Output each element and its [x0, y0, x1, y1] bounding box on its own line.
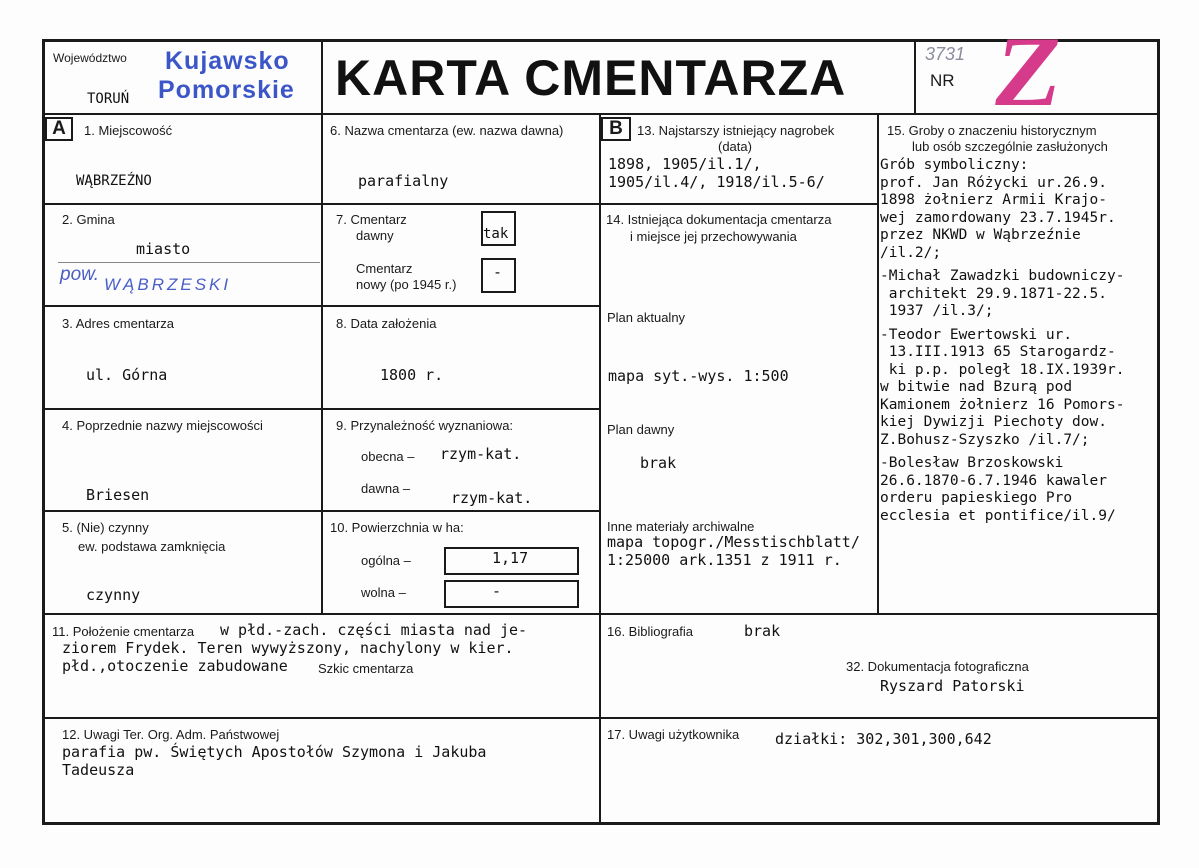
- field-15-line: -Teodor Ewertowski ur.: [880, 326, 1073, 343]
- field-2-handwritten-name: WĄBRZESKI: [104, 275, 232, 294]
- divider: [42, 510, 600, 512]
- card-number-handwritten: 3731: [925, 44, 966, 64]
- field-1-label: 1. Miejscowość: [84, 123, 173, 138]
- field-4-value: Briesen: [86, 486, 150, 504]
- field-12-value-line2: Tadeusza: [62, 761, 135, 779]
- field-15-line: kiej Dywizji Piechoty dow.: [880, 414, 1107, 430]
- field-14-old-plan-label: Plan dawny: [607, 422, 675, 437]
- field-6-label: 6. Nazwa cmentarza (ew. nazwa dawna): [330, 123, 564, 138]
- field-11-value-line2: ziorem Frydek. Teren wywyższony, nachylony w kier.: [62, 639, 514, 657]
- field-7-new-label-line1: Cmentarz: [356, 261, 413, 276]
- field-10-free-value: -: [492, 582, 502, 600]
- field-9-former-label: dawna –: [361, 481, 411, 496]
- divider: [321, 39, 323, 614]
- field-15-line: -Michał Zawadzki budowniczy-: [880, 268, 1125, 284]
- divider: [42, 203, 600, 205]
- field-8-label: 8. Data założenia: [336, 316, 437, 331]
- divider: [877, 113, 879, 615]
- field-5-label-line1: 5. (Nie) czynny: [62, 520, 149, 535]
- section-b-label: B: [601, 117, 631, 141]
- field-9-former-value: rzym-kat.: [451, 489, 533, 507]
- field-15-label-line1: 15. Groby o znaczeniu historycznym: [887, 123, 1097, 138]
- divider: [42, 305, 600, 307]
- field-11-value-line1: w płd.-zach. części miasta nad je-: [220, 621, 528, 639]
- field-2-label: 2. Gmina: [62, 212, 115, 227]
- voivodeship-stamp-line2: Pomorskie: [158, 76, 295, 104]
- field-14-other-label: Inne materiały archiwalne: [607, 519, 755, 534]
- field-15-line: 26.6.1870-6.7.1946 kawaler: [880, 472, 1107, 489]
- outer-border-top: [42, 39, 1160, 42]
- section-a-label: A: [45, 117, 73, 141]
- field-32-value: Ryszard Patorski: [880, 677, 1025, 695]
- field-10-free-box: [444, 580, 579, 608]
- field-7-new-label-line2: nowy (po 1945 r.): [356, 277, 457, 292]
- field-15-line: wej zamordowany 23.7.1945r.: [880, 209, 1116, 226]
- field-15-line: Z.Bohusz-Szyszko /il.7/;: [880, 431, 1090, 448]
- field-5-value: czynny: [86, 586, 141, 604]
- city-label: TORUŃ: [87, 91, 130, 107]
- voivodeship-label: Województwo: [53, 51, 127, 65]
- field-15-line: -Bolesław Brzoskowski: [880, 455, 1064, 471]
- field-7-old-cemetery-value: tak: [483, 226, 509, 242]
- field-10-free-label: wolna –: [361, 585, 406, 600]
- field-14-current-plan-label: Plan aktualny: [607, 310, 686, 325]
- field-13-label-line2: (data): [718, 139, 752, 154]
- voivodeship-stamp-line1: Kujawsko: [165, 47, 290, 75]
- field-15-line: architekt 29.9.1871-22.5.: [880, 285, 1107, 302]
- field-16-label: 16. Bibliografia: [607, 624, 693, 639]
- divider: [42, 613, 1160, 615]
- field-9-label: 9. Przynależność wyznaniowa:: [336, 418, 514, 433]
- field-14-label-line1: 14. Istniejąca dokumentacja cmentarza: [606, 212, 832, 227]
- field-13-label-line1: 13. Najstarszy istniejący nagrobek: [637, 123, 835, 138]
- field-13-value-line2: 1905/il.4/, 1918/il.5-6/: [608, 173, 825, 191]
- divider: [42, 408, 600, 410]
- field-15-line: /il.2/;: [880, 244, 942, 261]
- field-15-line: 1898 żołnierz Armii Krajo-: [880, 192, 1107, 208]
- field-8-value: 1800 r.: [380, 366, 444, 384]
- field-11-value-line3: płd.,otoczenie zabudowane: [62, 657, 288, 675]
- field-9-current-value: rzym-kat.: [440, 445, 522, 463]
- field-10-total-label: ogólna –: [361, 553, 411, 568]
- field-14-current-plan-value: mapa syt.-wys. 1:500: [608, 367, 789, 385]
- field-12-value-line1: parafia pw. Świętych Apostołów Szymona i Jakuba: [62, 743, 487, 761]
- field-2-handwritten-pow: pow.: [60, 264, 100, 285]
- divider: [58, 262, 320, 263]
- divider: [914, 39, 916, 114]
- field-15-line: prof. Jan Różycki ur.26.9.: [880, 174, 1107, 191]
- field-17-value: działki: 302,301,300,642: [775, 730, 992, 748]
- field-3-value: ul. Górna: [86, 366, 168, 384]
- field-10-label: 10. Powierzchnia w ha:: [330, 520, 464, 535]
- field-15-line: ecclesia et pontifice/il.9/: [880, 507, 1116, 524]
- field-15-label-line2: lub osób szczególnie zasłużonych: [912, 139, 1108, 154]
- field-9-current-label: obecna –: [361, 449, 415, 464]
- field-14-label-line2: i miejsce jej przechowywania: [630, 229, 797, 244]
- field-15-line: ki p.p. poległ 18.IX.1939r.: [880, 361, 1125, 378]
- field-15-line: 1937 /il.3/;: [880, 303, 994, 319]
- sketch-label: Szkic cmentarza: [318, 661, 414, 676]
- field-7-new-cemetery-value: -: [493, 263, 503, 281]
- field-4-label: 4. Poprzednie nazwy miejscowości: [62, 418, 263, 433]
- field-15-line: przez NKWD w Wąbrzeźnie: [880, 227, 1081, 243]
- field-14-other-value-line2: 1:25000 ark.1351 z 1911 r.: [607, 551, 842, 569]
- field-15-line: Grób symboliczny:: [880, 157, 1029, 173]
- divider: [42, 717, 1160, 719]
- field-2-value: miasto: [136, 240, 191, 258]
- field-11-label: 11. Położenie cmentarza: [52, 624, 195, 639]
- field-14-other-value-line1: mapa topogr./Messtischblatt/: [607, 533, 860, 551]
- outer-border-left: [42, 39, 45, 825]
- divider: [600, 203, 878, 205]
- page-title: KARTA CMENTARZA: [335, 50, 847, 106]
- field-15-line: orderu papieskiego Pro: [880, 490, 1073, 506]
- field-15-value: [880, 157, 1170, 525]
- field-3-label: 3. Adres cmentarza: [62, 316, 174, 331]
- field-5-label-line2: ew. podstawa zamknięcia: [78, 539, 226, 554]
- outer-border-bottom: [42, 822, 1160, 825]
- field-10-total-value: 1,17: [492, 549, 529, 567]
- field-12-label: 12. Uwagi Ter. Org. Adm. Państwowej: [62, 727, 280, 742]
- mark-letter: Z: [987, 16, 1070, 127]
- nr-label: NR: [930, 71, 955, 90]
- field-1-value: WĄBRZEŹNO: [76, 173, 152, 189]
- field-15-line: 13.III.1913 65 Starogardz-: [880, 344, 1116, 360]
- field-17-label: 17. Uwagi użytkownika: [607, 727, 740, 742]
- field-6-value: parafialny: [358, 172, 449, 190]
- field-7-label-line2: dawny: [356, 228, 394, 243]
- field-15-line: Kamionem żołnierz 16 Pomors-: [880, 396, 1125, 413]
- field-7-label-line1: 7. Cmentarz: [336, 212, 407, 227]
- field-14-old-plan-value: brak: [640, 454, 677, 472]
- field-32-label: 32. Dokumentacja fotograficzna: [846, 659, 1029, 674]
- field-15-line: w bitwie nad Bzurą pod: [880, 379, 1073, 395]
- field-13-value-line1: 1898, 1905/il.1/,: [608, 155, 762, 173]
- field-16-value: brak: [744, 622, 781, 640]
